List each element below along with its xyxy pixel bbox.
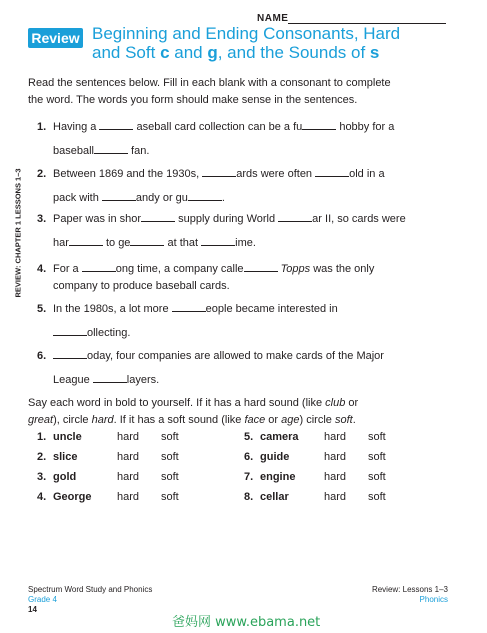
soft-option[interactable]: soft <box>161 471 179 483</box>
blank[interactable] <box>69 234 103 246</box>
blank[interactable] <box>53 347 87 359</box>
sentence-1: 1. Having a aseball card collection can be a fu hobby for a baseball fan. <box>37 118 457 160</box>
sentence-2: 2. Between 1869 and the 1930s, ards were often old in a pack with andy or gu . <box>37 165 457 207</box>
instructions-hard-soft: Say each word in bold to yourself. If it has a hard sound (like club or great), circle hard. If it has a soft sound (like face or age) circle soft. <box>28 397 359 426</box>
title-line-1: Beginning and Ending Consonants, Hard <box>92 24 401 43</box>
blank[interactable] <box>141 210 175 222</box>
watermark: 爸妈网 www.ebama.net <box>172 615 321 630</box>
soft-option[interactable]: soft <box>368 451 386 463</box>
blank[interactable] <box>172 300 206 312</box>
blank[interactable] <box>82 260 116 272</box>
title-line-2: and Soft c and g, and the Sounds of s <box>92 43 380 62</box>
word-row: 7. engine hard soft <box>244 469 386 489</box>
page-number: 14 <box>28 605 37 614</box>
hard-option[interactable]: hard <box>324 471 347 483</box>
word-row: 5. camera hard soft <box>244 429 386 449</box>
page-title <box>92 24 452 62</box>
blank[interactable] <box>244 260 278 272</box>
hard-option[interactable]: hard <box>117 471 140 483</box>
word-row: 4. George hard soft <box>37 489 179 509</box>
hard-option[interactable]: hard <box>117 451 140 463</box>
hard-option[interactable]: hard <box>324 491 347 503</box>
blank[interactable] <box>93 371 127 383</box>
blank[interactable] <box>130 234 164 246</box>
blank[interactable] <box>315 165 349 177</box>
blank[interactable] <box>94 142 128 154</box>
soft-option[interactable]: soft <box>161 491 179 503</box>
sentence-5: 5. In the 1980s, a lot more eople became interested in ollecting. <box>37 300 457 342</box>
footer-left: Spectrum Word Study and Phonics Grade 4 14 <box>28 585 153 614</box>
hard-option[interactable]: hard <box>324 451 347 463</box>
blank[interactable] <box>278 210 312 222</box>
blank[interactable] <box>53 324 87 336</box>
soft-option[interactable]: soft <box>161 431 179 443</box>
word-row: 1. uncle hard soft <box>37 429 179 449</box>
side-tab: REVIEW: CHAPTER 1 LESSONS 1–3 <box>13 168 23 298</box>
blank[interactable] <box>302 118 336 130</box>
sentence-3: 3. Paper was in shor supply during World ar II, so cards were har to ge at that ime. <box>37 210 457 252</box>
footer-right: Review: Lessons 1–3 Phonics <box>371 585 448 604</box>
blank[interactable] <box>201 234 235 246</box>
instructions: Read the sentences below. Fill in each blank with a consonant to complete the word. The words you form should make sense in the sentences. <box>28 77 391 106</box>
blank[interactable] <box>102 189 136 201</box>
word-list-left <box>37 429 179 509</box>
hard-option[interactable]: hard <box>117 431 140 443</box>
soft-option[interactable]: soft <box>368 491 386 503</box>
soft-option[interactable]: soft <box>161 451 179 463</box>
sentence-6: 6. oday, four companies are allowed to make cards of the Major League layers. <box>37 347 457 389</box>
word-row: 3. gold hard soft <box>37 469 179 489</box>
blank[interactable] <box>188 189 222 201</box>
soft-option[interactable]: soft <box>368 471 386 483</box>
blank[interactable] <box>202 165 236 177</box>
review-badge: Review <box>28 28 83 48</box>
word-row: 6. guide hard soft <box>244 449 386 469</box>
blank[interactable] <box>99 118 133 130</box>
word-row: 2. slice hard soft <box>37 449 179 469</box>
word-list-right <box>244 429 386 509</box>
hard-option[interactable]: hard <box>324 431 347 443</box>
name-label: NAME <box>257 13 289 24</box>
hard-option[interactable]: hard <box>117 491 140 503</box>
word-row: 8. cellar hard soft <box>244 489 386 509</box>
sentence-4: 4. For a ong time, a company calle Topps was the only company to produce baseball cards. <box>37 260 457 295</box>
soft-option[interactable]: soft <box>368 431 386 443</box>
